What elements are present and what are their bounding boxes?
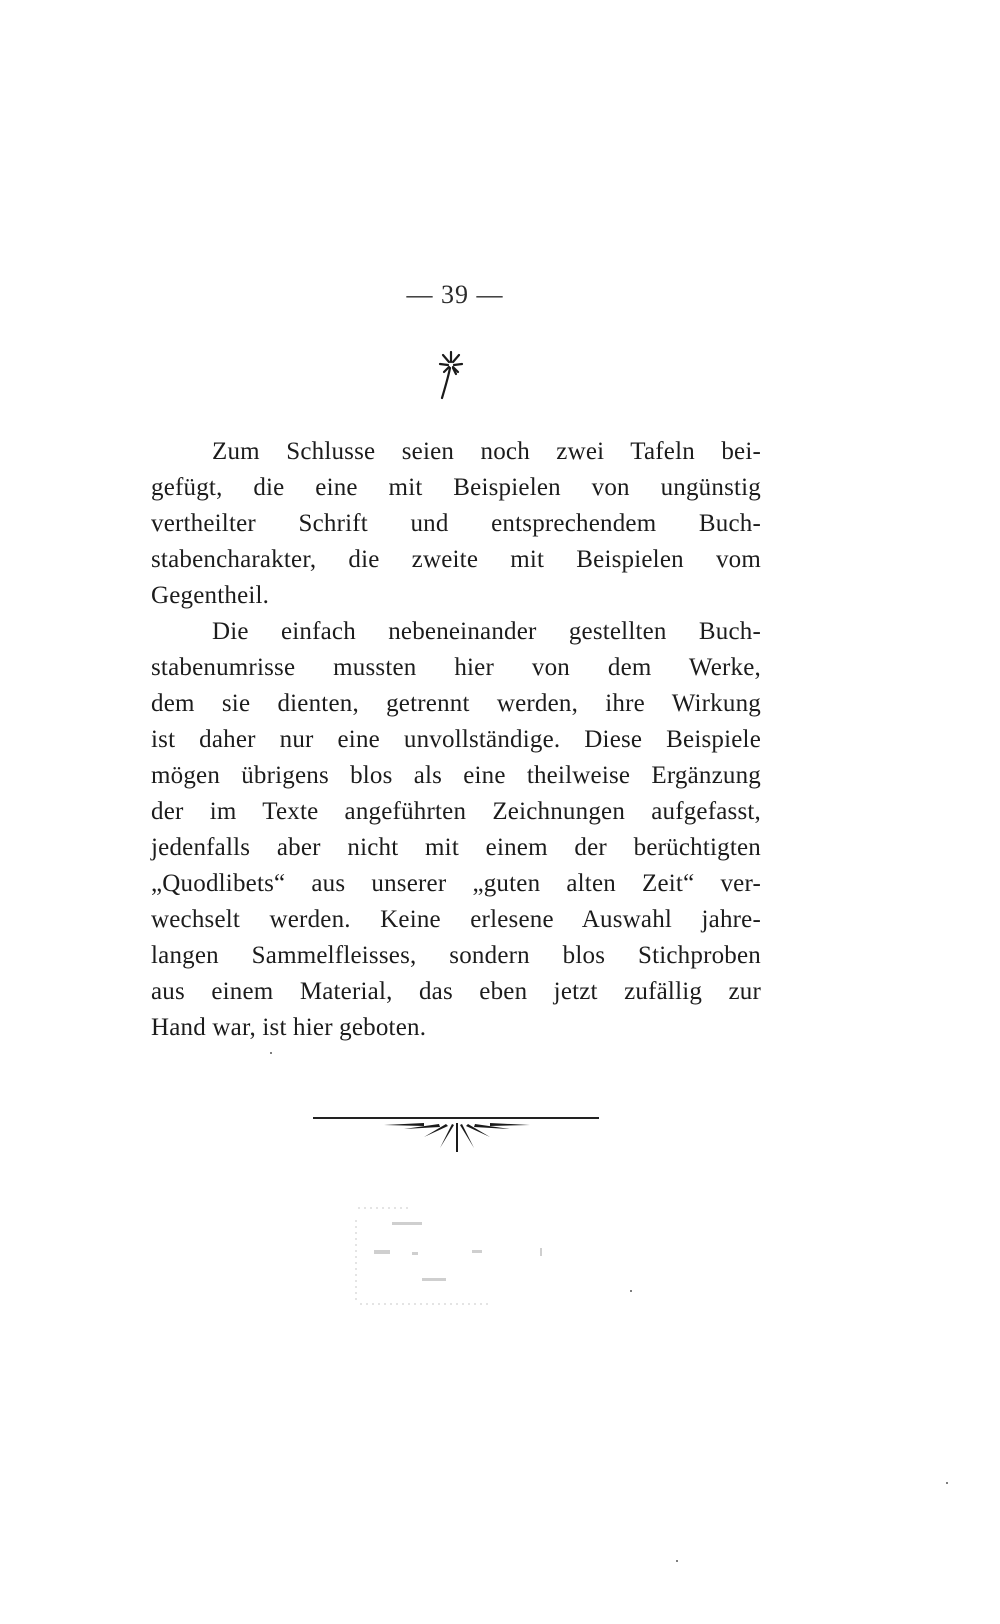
library-stamp	[352, 1200, 582, 1310]
text-line: mögen übrigens blos als eine theilweise Ergänzung	[151, 762, 761, 789]
text-line: stabenumrisse mussten hier von dem Werke,	[151, 654, 761, 681]
text-line: vertheilter Schrift und entsprechendem Buch-	[151, 510, 761, 537]
paper-speck	[630, 1290, 632, 1292]
text-line: gefügt, die eine mit Beispielen von ungünstig	[151, 474, 761, 501]
text-line: dem sie dienten, getrennt werden, ihre Wirkung	[151, 690, 761, 717]
text-line: der im Texte angeführten Zeichnungen aufgefasst,	[151, 798, 761, 825]
tailpiece-ornament-icon	[384, 1120, 530, 1154]
text-line: ist daher nur eine unvollständige. Diese Beispiele	[151, 726, 761, 753]
text-line: stabencharakter, die zweite mit Beispielen vom	[151, 546, 761, 573]
paper-speck	[676, 1560, 678, 1562]
paper-speck	[946, 1482, 948, 1484]
text-line: langen Sammelfleisses, sondern blos Stichproben	[151, 942, 761, 969]
body-text	[151, 434, 761, 1046]
flower-ornament-icon	[434, 346, 468, 402]
text-line: Hand war, ist hier geboten.	[151, 1014, 427, 1041]
text-line: „Quodlibets“ aus unserer „guten alten Zeit“ ver-	[151, 870, 761, 897]
paper-speck	[270, 1052, 272, 1054]
text-line: Zum Schlusse seien noch zwei Tafeln bei-	[212, 438, 761, 465]
page-number: — 39 —	[406, 280, 504, 309]
end-rule	[313, 1117, 599, 1119]
text-line: jedenfalls aber nicht mit einem der berüchtigten	[151, 834, 761, 861]
text-line: aus einem Material, das eben jetzt zufällig zur	[151, 978, 761, 1005]
text-line: Gegentheil.	[151, 582, 270, 609]
text-line: wechselt werden. Keine erlesene Auswahl jahre-	[151, 906, 761, 933]
text-line: Die einfach nebeneinander gestellten Buch-	[212, 618, 761, 645]
